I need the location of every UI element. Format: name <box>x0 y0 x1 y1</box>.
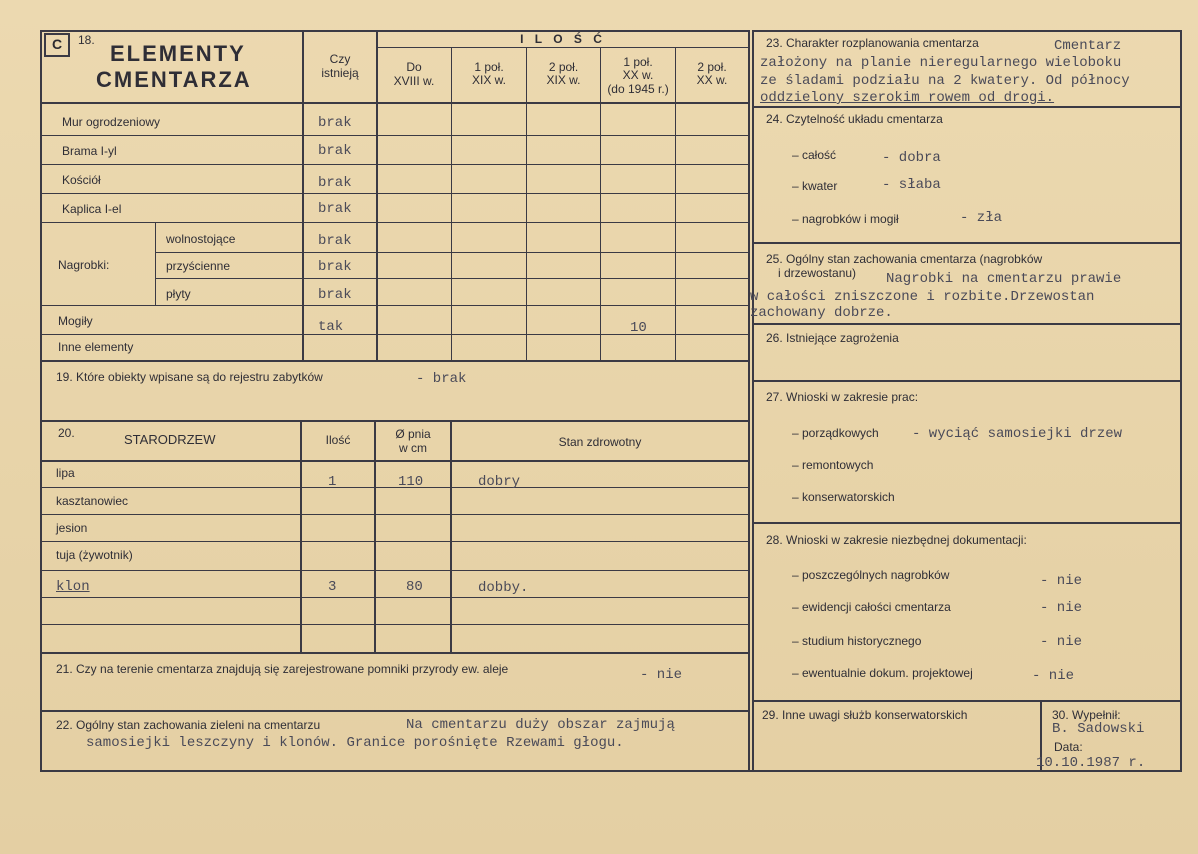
period-3-l2: XIX w. <box>546 73 581 87</box>
row-label-mur: Mur ogrodzeniowy <box>62 115 161 129</box>
frame-left <box>40 30 42 772</box>
s25-line-2: w całości zniszczone i rozbite.Drzewostan <box>750 289 1095 305</box>
s18-row-line <box>40 164 748 165</box>
s23-line-4: oddzielony szerokim rowem od drogi. <box>760 90 1055 106</box>
s27-key-konserwatorskich: – konserwatorskich <box>792 490 895 504</box>
row-label-wolnostojace: wolnostojące <box>166 232 236 246</box>
s24-key-calosc: – całość <box>792 148 837 162</box>
s28-key-studium: – studium historycznego <box>792 634 922 648</box>
s25-line-1: Nagrobki na cmentarzu prawie <box>886 271 1122 287</box>
s27-key-porzadkowych: – porządkowych <box>792 426 879 440</box>
s26-label: 26. Istniejące zagrożenia <box>766 331 899 345</box>
s18-row-line <box>40 222 748 223</box>
row-label-kosciol: Kościół <box>62 173 101 187</box>
s18-row-line <box>40 305 748 306</box>
s20-bottom <box>40 652 750 654</box>
s20-title: STARODRZEW <box>124 432 216 447</box>
s27-label: 27. Wnioski w zakresie prac: <box>766 390 919 404</box>
tree-name-tuja: tuja (żywotnik) <box>56 548 133 562</box>
s20-row-line <box>40 514 748 515</box>
row-label-inne: Inne elementy <box>58 340 134 354</box>
s20-row-line <box>40 487 748 488</box>
frame-right-inner <box>752 30 754 772</box>
value-kosciol: brak <box>318 175 352 191</box>
s25-line-3: zachowany dobrze. <box>750 305 893 321</box>
row-label-plyty: płyty <box>166 287 191 301</box>
s24-value-nagrobkow: - zła <box>960 210 1003 226</box>
s24-key-nagrobkow: – nagrobków i mogił <box>792 212 899 226</box>
row-label-przyscienne: przyścienne <box>166 259 231 273</box>
s18-nagrobki-line <box>155 222 156 305</box>
s20-row-line <box>40 570 748 571</box>
section-letter-box <box>44 33 70 57</box>
s30-name: B. Sadowski <box>1052 721 1145 737</box>
s25-label-2: i drzewostanu) <box>778 266 857 280</box>
s20-col-line-1 <box>300 420 302 652</box>
s28-value-projektowej: - nie <box>1032 668 1075 684</box>
s21-value: - nie <box>640 667 683 683</box>
s18-title-2: CMENTARZA <box>96 67 252 92</box>
tree-state-lipa: dobry <box>478 474 521 490</box>
period-5-l1: 2 poł. <box>697 60 727 74</box>
s27-value-porzadkowych: - wyciąć samosiejki drzew <box>912 426 1123 442</box>
s25-label-1: 25. Ogólny stan zachowania cmentarza (nagrobków <box>766 252 1043 266</box>
s18-bottom <box>40 360 750 362</box>
tree-name-jesion: jesion <box>56 521 88 535</box>
tree-cm-klon: 80 <box>406 579 423 595</box>
value-brama: brak <box>318 143 352 159</box>
s29-label: 29. Inne uwagi służb konserwatorskich <box>762 708 968 722</box>
s20-stan: Stan zdrowotny <box>558 435 642 449</box>
s28-label: 28. Wnioski w zakresie niezbędnej dokumentacji: <box>766 533 1027 547</box>
value-wolnostojace: brak <box>318 233 352 249</box>
period-5-l2: XX w. <box>696 73 728 87</box>
s22-label: 22. Ogólny stan zachowania zieleni na cmentarzu <box>56 718 321 732</box>
s24-label: 24. Czytelność układu cmentarza <box>766 112 943 126</box>
s30-date-label: Data: <box>1054 740 1083 754</box>
row-label-mogily: Mogiły <box>58 314 93 328</box>
s20-pnia-1: Ø pnia <box>395 427 431 441</box>
frame-top-right <box>752 30 1182 32</box>
frame-right <box>1180 30 1182 772</box>
s20-header-bottom <box>40 460 750 462</box>
s23-line-1: Cmentarz <box>1054 38 1122 54</box>
period-3-l1: 2 poł. <box>548 60 579 74</box>
s19-bottom <box>40 420 750 422</box>
s28-bottom <box>752 700 1182 702</box>
s27-bottom <box>752 522 1182 524</box>
s19-value: - brak <box>416 371 467 387</box>
s24-bottom <box>752 242 1182 244</box>
s18-ilosc: I L O Ś Ć <box>520 32 606 46</box>
tree-name-klon: klon <box>56 579 90 595</box>
s30-date: 10.10.1987 r. <box>1036 755 1146 771</box>
section-letter: C <box>51 36 63 52</box>
value-mogily: tak <box>318 319 344 335</box>
s18-number: 18. <box>78 33 95 47</box>
period-4-l1: 1 poł. <box>623 55 653 69</box>
period-2-l1: 1 poł. <box>474 60 504 74</box>
s28-value-ewidencji: - nie <box>1040 600 1083 616</box>
s18-czy-2: istnieją <box>321 66 359 80</box>
s22-line-1: Na cmentarzu duży obszar zajmują <box>406 717 675 733</box>
s20-number: 20. <box>58 426 75 440</box>
value-mur: brak <box>318 115 352 131</box>
value-plyty: brak <box>318 287 352 303</box>
s23-line-2: założony na planie nieregularnego wieloboku <box>760 55 1122 71</box>
row-label-brama: Brama I-yl <box>62 144 117 158</box>
s25-bottom <box>752 323 1182 325</box>
frame-mid <box>748 30 750 772</box>
value-mogily-count: 10 <box>630 320 647 336</box>
s24-key-kwater: – kwater <box>792 179 838 193</box>
s24-value-calosc: - dobra <box>882 150 941 166</box>
s18-title-1: ELEMENTY <box>110 41 246 66</box>
s19-label: 19. Które obiekty wpisane są do rejestru zabytków <box>56 370 323 384</box>
s18-row-line <box>40 135 748 136</box>
s28-key-projektowej: – ewentualnie dokum. projektowej <box>792 666 973 680</box>
s20-ilosc: Ilość <box>325 433 351 447</box>
row-label-kaplica: Kaplica I-el <box>62 202 122 216</box>
s18-row-line <box>155 278 748 279</box>
s23-label: 23. Charakter rozplanowania cmentarza <box>766 36 979 50</box>
s18-col-line-5 <box>675 47 676 360</box>
s18-ilosc-line <box>376 47 748 48</box>
row-label-nagrobki: Nagrobki: <box>58 258 110 272</box>
s20-pnia-2: w cm <box>399 441 427 455</box>
tree-qty-lipa: 1 <box>328 474 337 490</box>
s18-row-line <box>40 193 748 194</box>
s22-line-2: samosiejki leszczyny i klonów. Granice porośnięte Rzewami głogu. <box>86 735 624 751</box>
period-4-l3: (do 1945 r.) <box>607 82 669 96</box>
s20-col-line-3 <box>450 420 452 652</box>
s20-row-line <box>40 624 748 625</box>
s26-bottom <box>752 380 1182 382</box>
period-4-l2: XX w. <box>622 68 654 82</box>
s28-key-ewidencji: – ewidencji całości cmentarza <box>792 600 951 614</box>
tree-state-klon: dobby. <box>478 580 529 596</box>
s20-row-line <box>40 597 748 598</box>
tree-name-lipa: lipa <box>56 466 75 480</box>
s27-key-remontowych: – remontowych <box>792 458 874 472</box>
s21-bottom <box>40 710 750 712</box>
s18-header-bottom <box>40 102 750 104</box>
s23-line-3: ze śladami podziału na 2 kwatery. Od północy <box>760 73 1130 89</box>
s30-label: 30. Wypełnił: <box>1052 708 1121 722</box>
tree-cm-lipa: 110 <box>398 474 424 490</box>
s23-bottom <box>752 106 1182 108</box>
s18-col-line-2 <box>451 47 452 360</box>
s18-col-line-3 <box>526 47 527 360</box>
period-2-l2: XIX w. <box>471 73 506 87</box>
period-1-l1: Do <box>406 60 422 74</box>
s18-row-line <box>155 252 748 253</box>
s28-key-nagrobkow: – poszczególnych nagrobków <box>792 568 950 582</box>
frame-bottom-left <box>40 770 752 772</box>
value-kaplica: brak <box>318 201 352 217</box>
s28-value-nagrobkow: - nie <box>1040 573 1083 589</box>
value-przyscienne: brak <box>318 259 352 275</box>
s20-row-line <box>40 541 748 542</box>
s24-value-kwater: - słaba <box>882 177 941 193</box>
s18-czy-1: Czy <box>329 52 351 66</box>
period-1-l2: XVIII w. <box>393 74 435 88</box>
tree-name-kasztanowiec: kasztanowiec <box>56 494 129 508</box>
s21-label: 21. Czy na terenie cmentarza znajdują się zarejestrowane pomniki przyrody ew. aleje <box>56 662 509 676</box>
s28-value-studium: - nie <box>1040 634 1083 650</box>
tree-qty-klon: 3 <box>328 579 337 595</box>
